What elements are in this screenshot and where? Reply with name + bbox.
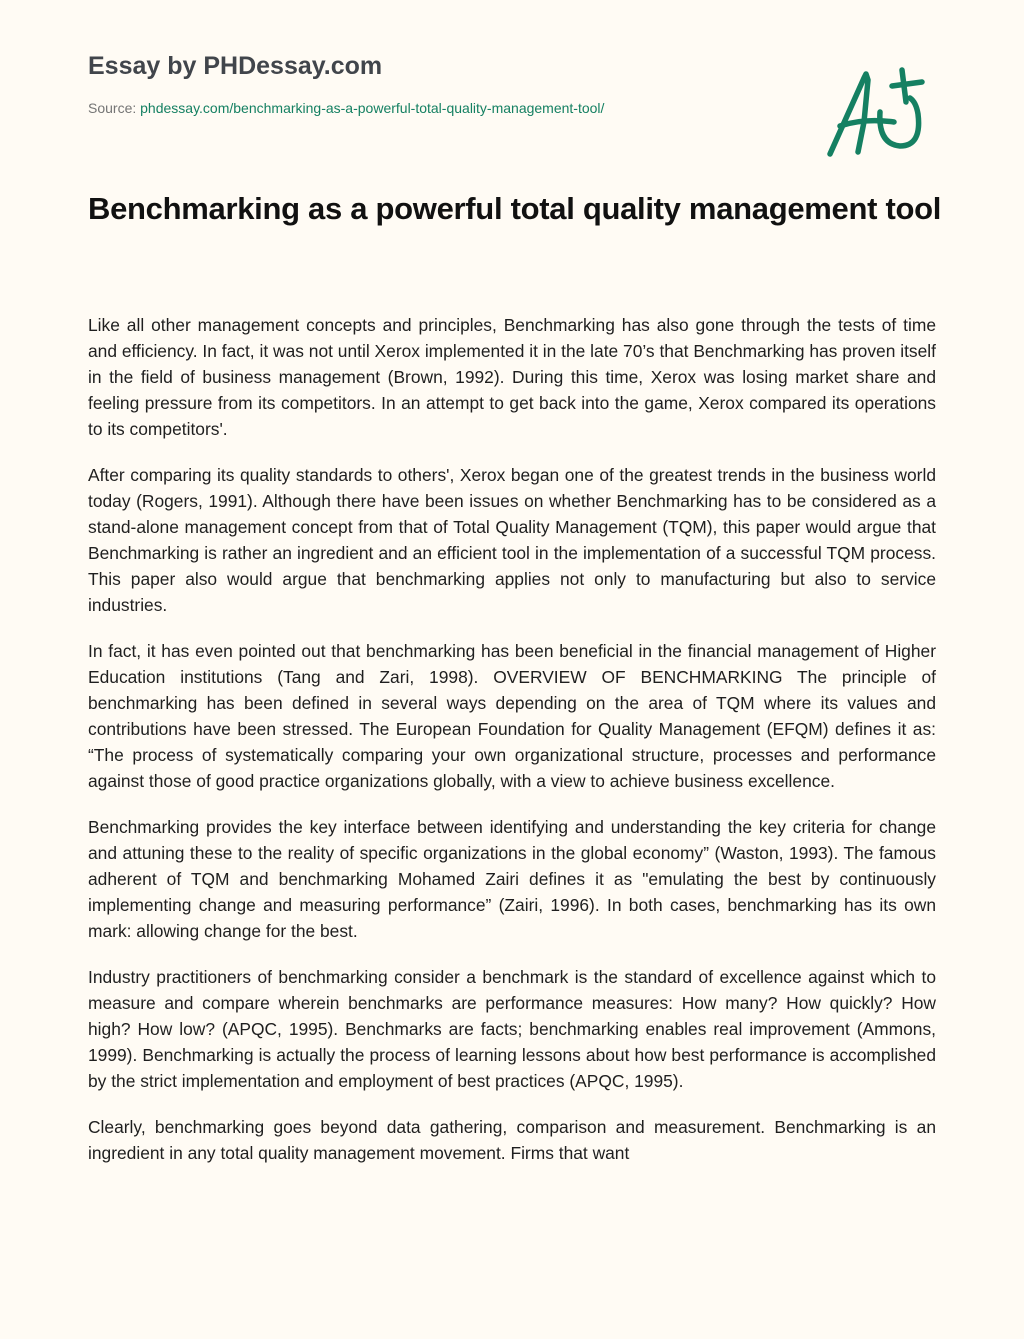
- paragraph: Benchmarking provides the key interface between identifying and understanding the key criteria for change and attuning these to the reality of specific organizations in the global economy” (Waston, 1993). The famous adherent of TQM and benchmarking Mohamed Zairi defines it as "emulating the best by continuously implementing change and measuring performance” (Zairi, 1996). In both cases, benchmarking has its own mark: allowing change for the best.: [88, 817, 936, 941]
- paragraph: Like all other management concepts and principles, Benchmarking has also gone through the tests of time and efficiency. In fact, it was not until Xerox implemented it in the late 70’s that Benchmarking has proven itself in the field of business management (Brown, 1992). During this time, Xerox was losing market share and feeling pressure from its competitors. In an attempt to get back into the game, Xerox compared its operations to its competitors'.: [88, 315, 936, 439]
- paragraph: After comparing its quality standards to others', Xerox began one of the greatest trends in the business world today (Rogers, 1991). Although there have been issues on whether Benchmarking has to be considered as a stand-alone management concept from that of Total Quality Management (TQM), this paper would argue that Benchmarking is rather an ingredient and an efficient tool in the implementation of a successful TQM process. This paper also would argue that benchmarking applies not only to manufacturing but also to service industries.: [88, 465, 936, 615]
- a-plus-grade-icon: [820, 62, 932, 162]
- article-body: [88, 312, 936, 1186]
- page-bottom-clip: [0, 1291, 1024, 1339]
- paragraph: In fact, it has even pointed out that benchmarking has been beneficial in the financial management of Higher Education institutions (Tang and Zari, 1998). OVERVIEW OF BENCHMARKING The principle of benchmarking has been defined in several ways depending on the area of TQM where its values and contributions have been stressed. The European Foundation for Quality Management (EFQM) defines it as: “The process of systematically comparing your own organizational structure, processes and performance against those of good practice organizations globally, with a view to achieve business excellence.: [88, 641, 936, 791]
- paragraph: Industry practitioners of benchmarking consider a benchmark is the standard of excellence against which to measure and compare wherein benchmarks are performance measures: How many? How quickly? How high? How low? (APQC, 1995). Benchmarks are facts; benchmarking enables real improvement (Ammons, 1999). Benchmarking is actually the process of learning lessons about how best performance is accomplished by the strict implementation and employment of best practices (APQC, 1995).: [88, 967, 936, 1091]
- source-link[interactable]: phdessay.com/benchmarking-as-a-powerful-total-quality-management-tool/: [140, 100, 605, 116]
- site-header: [88, 48, 808, 118]
- article-title: Benchmarking as a powerful total quality management tool: [88, 191, 942, 226]
- source-label: Source:: [88, 100, 141, 116]
- paragraph: Clearly, benchmarking goes beyond data gathering, comparison and measurement. Benchmarking is an ingredient in any total quality management movement. Firms that want: [88, 1117, 936, 1163]
- site-title: Essay by PHDessay.com: [88, 52, 383, 80]
- source-line: [88, 98, 808, 118]
